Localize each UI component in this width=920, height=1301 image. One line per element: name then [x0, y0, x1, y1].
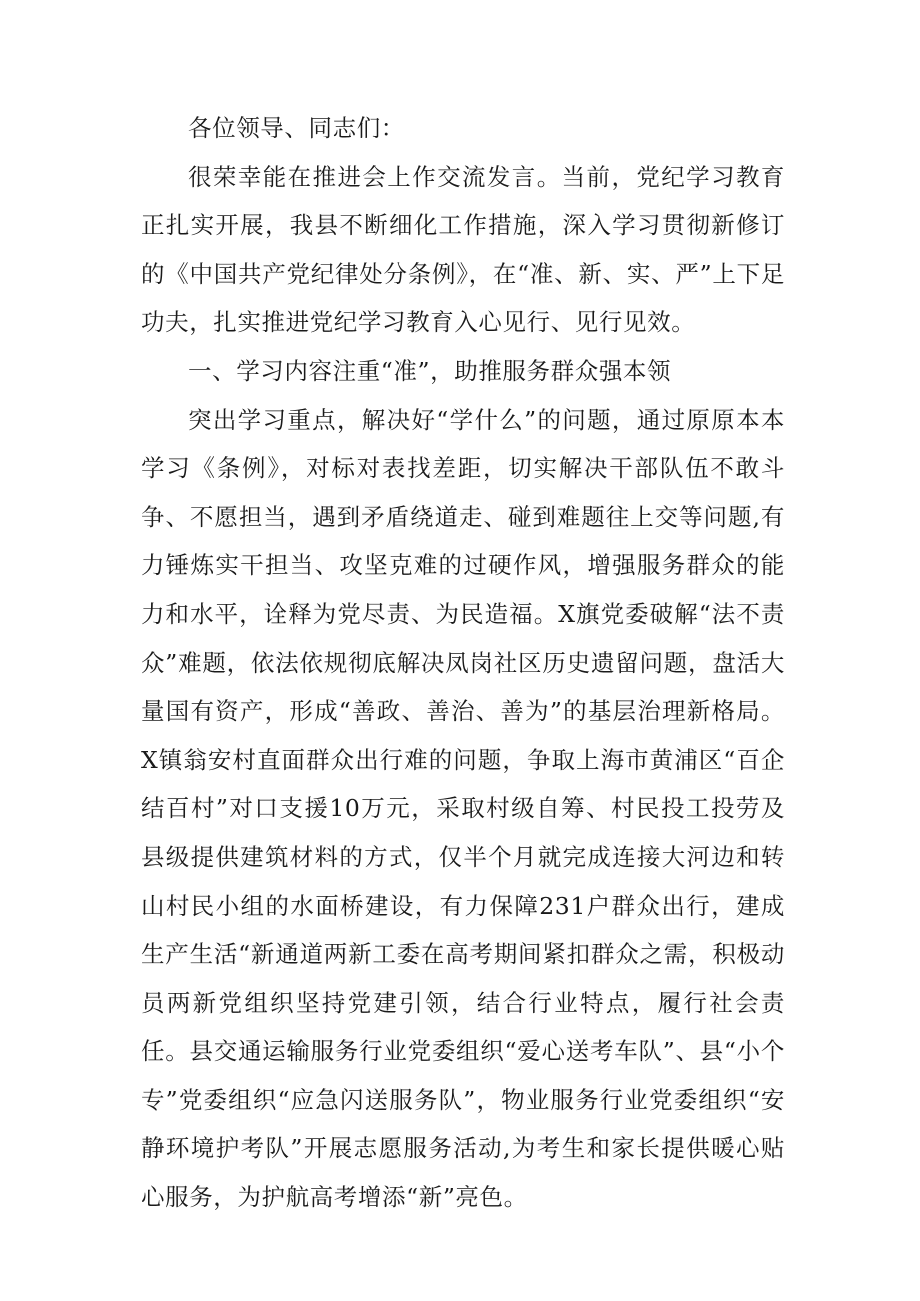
document-body — [141, 104, 785, 1222]
intro-paragraph: 很荣幸能在推进会上作交流发言。当前，党纪学习教育正扎实开展，我县不断细化工作措施，深入学习贯彻新修订的《中国共产党纪律处分条例》，在“准、新、实、严”上下足功夫，扎实推进党纪学习教育入心见行、见行见效。 — [141, 162, 785, 337]
section-heading-1: 一、学习内容注重“准”，助推服务群众强本领 — [188, 356, 672, 385]
salutation: 各位领导、同志们： — [188, 114, 405, 142]
section-1-paragraph: 突出学习重点，解决好“学什么”的问题，通过原原本本学习《条例》，对标对表找差距，切实解决干部队伍不敢斗争、不愿担当，遇到矛盾绕道走、碰到难题往上交等问题,有力锤炼实干担当、攻坚克难的过硬作风，增强服务群众的能力和水平，诠释为党尽责、为民造福。X旗党委破解“法不责众”难题，依法依规彻底解决凤岗社区历史遗留问题，盘活大量国有资产，形成“善政、善治、善为”的基层治理新格局。X镇翁安村直面群众出行难的问题，争取上海市黄浦区“百企结百村”对口支援10万元，采取村级自筹、村民投工投劳及县级提供建筑材料的方式，仅半个月就完成连接大河边和转山村民小组的水面桥建设，有力保障231户群众出行，建成生产生活“新通道两新工委在高考期间紧扣群众之需，积极动员两新党组织坚持党建引领，结合行业特点，履行社会责任。县交通运输服务行业党委组织“爱心送考车队”、县“小个专”党委组织“应急闪送服务队”，物业服务行业党委组织“安静环境护考队”开展志愿服务活动,为考生和家长提供暖心贴心服务，为护航高考增添“新”亮色。 — [141, 405, 785, 1212]
